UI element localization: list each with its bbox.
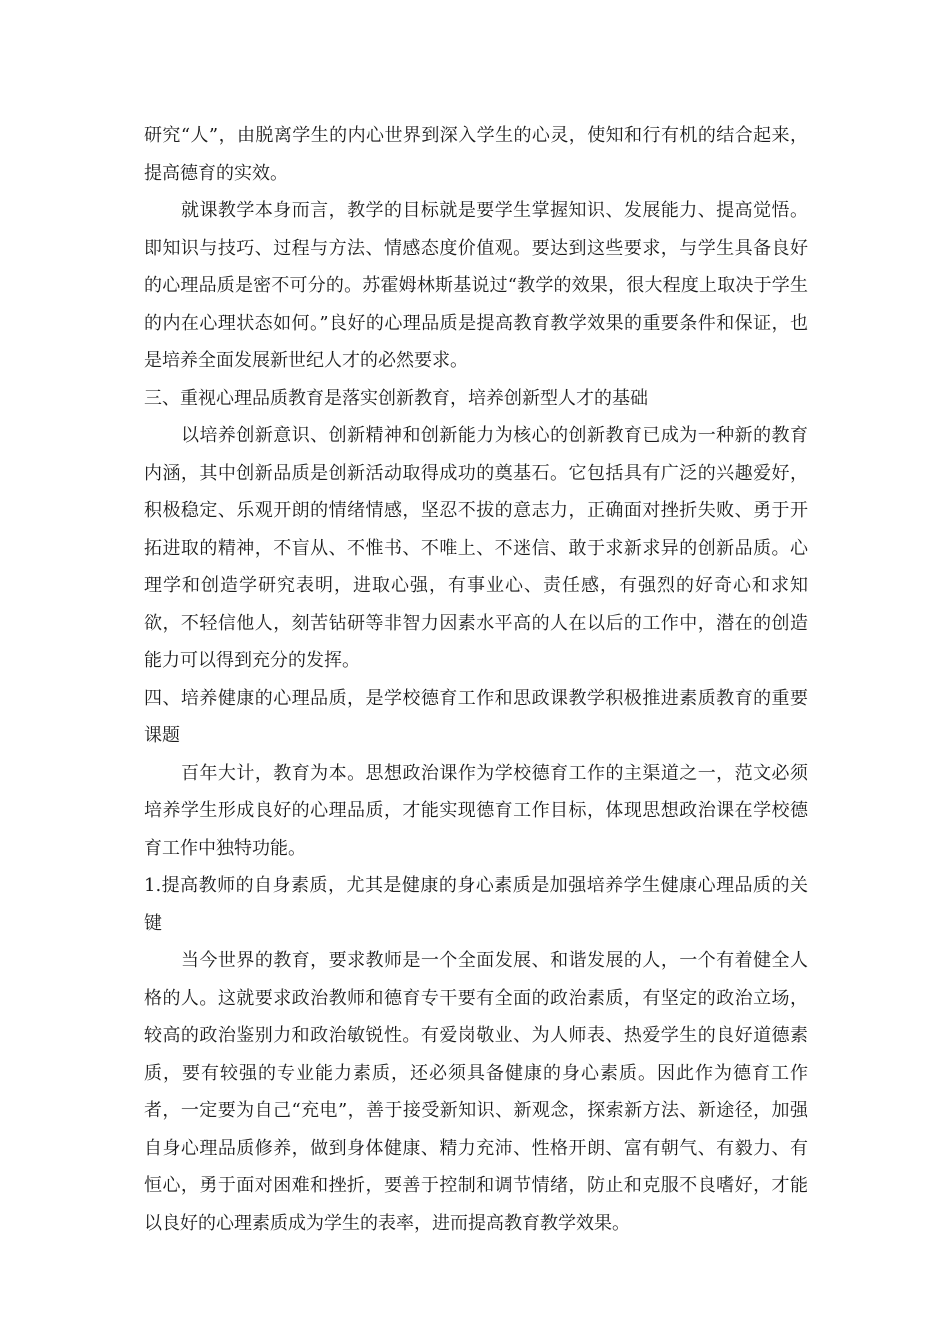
- body-paragraph: 百年大计，教育为本。思想政治课作为学校德育工作的主渠道之一，范文必须培养学生形成良好的心理品质，才能实现德育工作目标，体现思想政治课在学校德育工作中独特功能。: [144, 762, 808, 859]
- body-paragraph: 就课教学本身而言，教学的目标就是要学生掌握知识、发展能力、提高觉悟。即知识与技巧、过程与方法、情感态度价值观。要达到这些要求，与学生具备良好的心理品质是密不可分的。苏霍姆林斯基说过“教学的效果，很大程度上取决于学生的内在心理状态如何。”良好的心理品质是提高教育教学效果的重要条件和保证，也是培养全面发展新世纪人才的必然要求。: [144, 200, 808, 371]
- section-heading: 三、重视心理品质教育是落实创新教育，培养创新型人才的基础: [144, 387, 648, 409]
- document-page: [144, 117, 808, 1242]
- subsection-heading: 1.提高教师的自身素质，尤其是健康的身心素质是加强培养学生健康心理品质的关键: [144, 875, 808, 934]
- body-paragraph: 当今世界的教育，要求教师是一个全面发展、和谐发展的人，一个有着健全人格的人。这就要求政治教师和德育专干要有全面的政治素质，有坚定的政治立场，较高的政治鉴别力和政治敏锐性。有爱岗敬业、为人师表、热爱学生的良好道德素质，要有较强的专业能力素质，还必须具备健康的身心素质。因此作为德育工作者，一定要为自己“充电”，善于接受新知识、新观念，探索新方法、新途径，加强自身心理品质修养，做到身体健康、精力充沛、性格开朗、富有朝气、有毅力、有恒心，勇于面对困难和挫折，要善于控制和调节情绪，防止和克服不良嗜好，才能以良好的心理素质成为学生的表率，进而提高教育教学效果。: [144, 950, 808, 1234]
- paragraph-continued: 研究“人”，由脱离学生的内心世界到深入学生的心灵，使知和行有机的结合起来，提高德育的实效。: [144, 125, 808, 184]
- section-heading: 四、培养健康的心理品质，是学校德育工作和思政课教学积极推进素质教育的重要课题: [144, 687, 808, 746]
- body-paragraph: 以培养创新意识、创新精神和创新能力为核心的创新教育已成为一种新的教育内涵，其中创新品质是创新活动取得成功的奠基石。它包括具有广泛的兴趣爱好，积极稳定、乐观开朗的情绪情感，坚忍不拔的意志力，正确面对挫折失败、勇于开拓进取的精神，不盲从、不惟书、不唯上、不迷信、敢于求新求异的创新品质。心理学和创造学研究表明，进取心强，有事业心、责任感，有强烈的好奇心和求知欲，不轻信他人，刻苦钻研等非智力因素水平高的人在以后的工作中，潜在的创造能力可以得到充分的发挥。: [144, 425, 808, 671]
